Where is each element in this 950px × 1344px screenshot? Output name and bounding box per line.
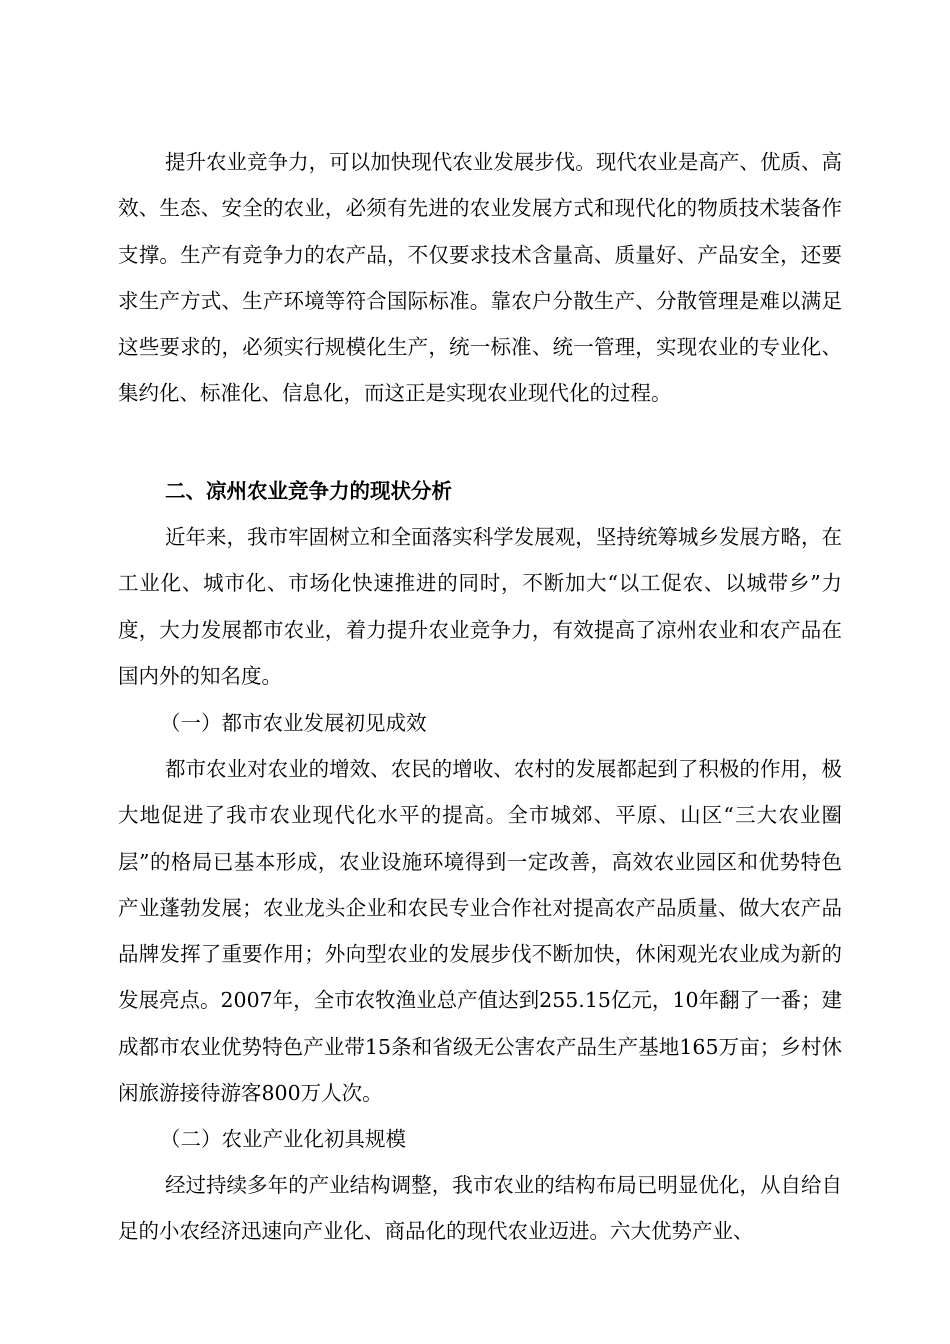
paragraph-urban-agriculture: 都市农业对农业的增效、农民的增收、农村的发展都起到了积极的作用，极大地促进了我市农业现代化水平的提高。全市城郊、平原、山区“三大农业圈层”的格局已基本形成，农业设施环境得到一定改善，高效农业园区和优势特色产业蓬勃发展；农业龙头企业和农民专业合作社对提高农产品质量、做大农产品品牌发挥了重要作用；外向型农业的发展步伐不断加快，休闲观光农业成为新的发展亮点。2007年，全市农牧渔业总产值达到255.15亿元，10年翻了一番；建成都市农业优势特色产业带15条和省级无公害农产品生产基地165万亩；乡村休闲旅游接待游客800万人次。 (118, 757, 842, 1106)
subsection-heading-1: （一）都市农业发展初见成效 (160, 711, 427, 735)
section-heading: 二、凉州农业竞争力的现状分析 (165, 479, 452, 503)
paragraph-overview: 近年来，我市牢固树立和全面落实科学发展观，坚持统筹城乡发展方略，在工业化、城市化、市场化快速推进的同时，不断加大“以工促农、以城带乡”力度，大力发展都市农业，着力提升农业竞争力，有效提高了凉州农业和农产品在国内外的知名度。 (118, 525, 842, 688)
paragraph-industrialization: 经过持续多年的产业结构调整，我市农业的结构布局已明显优化，从自给自足的小农经济迅速向产业化、商品化的现代农业迈进。六大优势产业、 (118, 1173, 842, 1244)
paragraph-intro: 提升农业竞争力，可以加快现代农业发展步伐。现代农业是高产、优质、高效、生态、安全的农业，必须有先进的农业发展方式和现代化的物质技术装备作支撑。生产有竞争力的农产品，不仅要求技术含量高、质量好、产品安全，还要求生产方式、生产环境等符合国际标准。靠农户分散生产、分散管理是难以满足这些要求的，必须实行规模化生产，统一标准、统一管理，实现农业的专业化、集约化、标准化、信息化，而这正是实现农业现代化的过程。 (118, 150, 842, 406)
subsection-heading-2: （二）农业产业化初具规模 (160, 1127, 406, 1151)
